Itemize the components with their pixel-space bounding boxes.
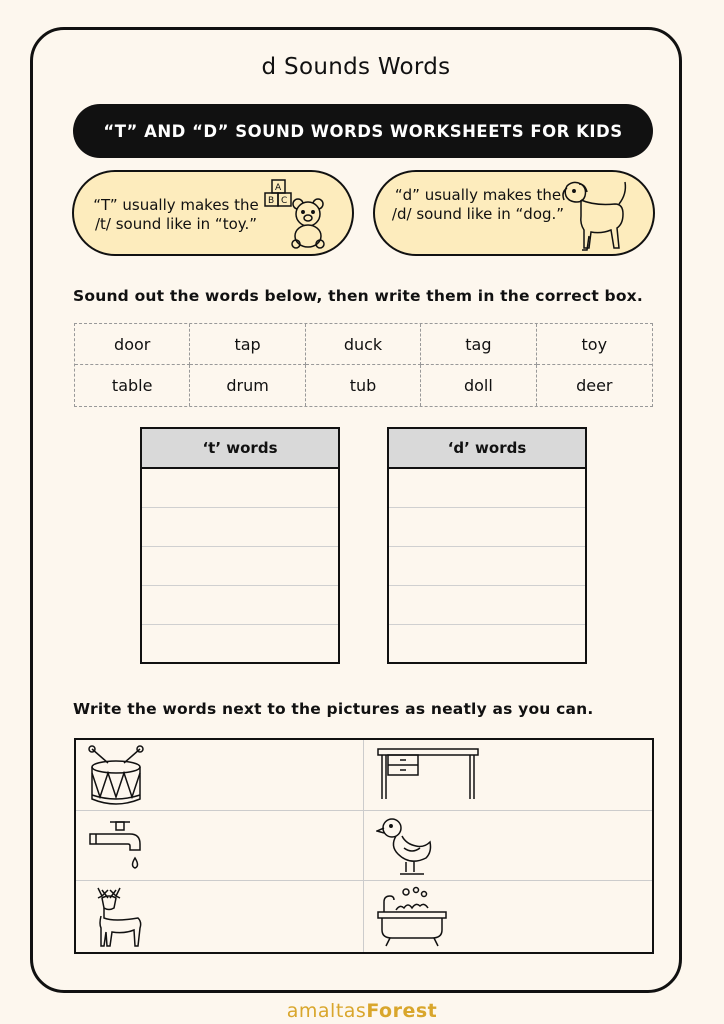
picture-cell-deer[interactable] bbox=[76, 881, 364, 952]
picture-cell-tap[interactable] bbox=[76, 811, 364, 882]
t-words-line[interactable] bbox=[142, 586, 338, 625]
svg-text:A: A bbox=[275, 183, 282, 193]
table-icon bbox=[376, 745, 480, 801]
word-bank-cell: tap bbox=[190, 324, 305, 365]
d-words-line[interactable] bbox=[389, 625, 585, 664]
t-words-line[interactable] bbox=[142, 547, 338, 586]
worksheet-banner: “T” AND “D” SOUND WORDS WORKSHEETS FOR KIDS bbox=[73, 104, 653, 158]
word-bank-cell: toy bbox=[537, 324, 652, 365]
word-bank-cell: door bbox=[75, 324, 190, 365]
write-instruction: Write the words next to the pictures as neatly as you can. bbox=[73, 700, 594, 718]
page-title: d Sounds Words bbox=[261, 54, 451, 80]
brand-logo-light: amaltas bbox=[286, 1000, 367, 1022]
bathtub-icon bbox=[376, 886, 448, 950]
picture-cell-bathtub[interactable] bbox=[364, 881, 652, 952]
t-words-line[interactable] bbox=[142, 508, 338, 547]
word-bank bbox=[74, 323, 653, 407]
word-bank-cell: table bbox=[75, 365, 190, 406]
duck-icon bbox=[376, 816, 436, 880]
d-words-line[interactable] bbox=[389, 547, 585, 586]
word-bank-cell: deer bbox=[576, 376, 613, 395]
t-words-line[interactable] bbox=[142, 625, 338, 664]
drum-icon bbox=[88, 745, 144, 807]
brand-logo-bold: Forest bbox=[366, 1000, 438, 1022]
tip-t-text: “T” usually makes the /t/ sound like in “toy.” bbox=[93, 196, 259, 233]
tip-d-text: “d” usually makes the /d/ sound like in “dog.” bbox=[391, 186, 565, 223]
t-words-line[interactable] bbox=[142, 469, 338, 508]
word-bank-cell: drum bbox=[190, 365, 305, 406]
word-bank-cell: duck bbox=[306, 324, 421, 365]
tip-t-sound bbox=[72, 170, 354, 256]
picture-cell-drum[interactable] bbox=[76, 740, 364, 811]
d-words-line[interactable] bbox=[389, 586, 585, 625]
dog-icon bbox=[559, 176, 631, 252]
d-words-box bbox=[387, 427, 587, 664]
teddy-bear-blocks-icon bbox=[262, 174, 338, 250]
word-bank-cell: tag bbox=[421, 324, 536, 365]
sort-instruction: Sound out the words below, then write them in the correct box. bbox=[73, 287, 643, 305]
t-words-box bbox=[140, 427, 340, 664]
svg-text:C: C bbox=[281, 196, 288, 206]
word-bank-cell: tub bbox=[306, 365, 421, 406]
picture-cell-duck[interactable] bbox=[364, 811, 652, 882]
tip-d-sound bbox=[373, 170, 655, 256]
deer-icon bbox=[88, 886, 148, 950]
d-words-line[interactable] bbox=[389, 469, 585, 508]
picture-grid bbox=[74, 738, 654, 954]
worksheet-card bbox=[30, 27, 682, 993]
d-words-header: ‘d’ words bbox=[389, 429, 585, 469]
tap-icon bbox=[88, 816, 144, 878]
t-words-header: ‘t’ words bbox=[142, 429, 338, 469]
d-words-line[interactable] bbox=[389, 508, 585, 547]
word-bank-cell: doll bbox=[421, 365, 536, 406]
picture-cell-table[interactable] bbox=[364, 740, 652, 811]
svg-text:B: B bbox=[268, 196, 275, 206]
brand-logo bbox=[0, 1000, 724, 1022]
